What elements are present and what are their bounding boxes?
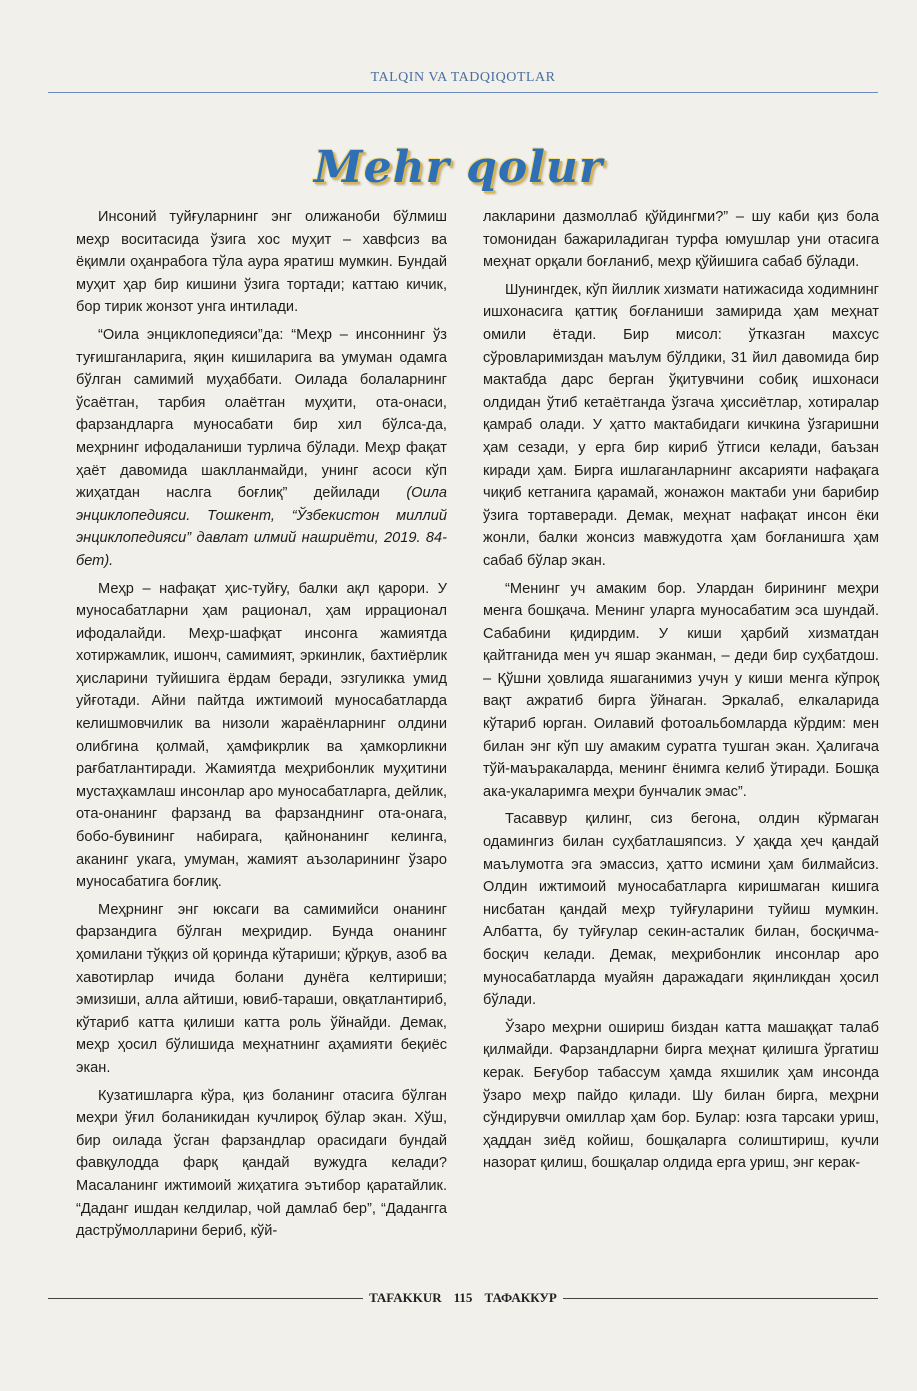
paragraph: Ўзаро меҳрни ошириш биздан катта машаққат талаб қилмайди. Фарзандларни бирга меҳнат қилишга ўргатиш керак. Беғубор табассум ҳамда яхшилик ҳам инсонда ўзаро меҳр пайдо қилади. Шу билан бирга, меҳрни сўндирувчи омиллар ҳам бор. Булар: юзга тарсаки уриш, ҳаддан зиёд койиш, бошқаларга солиштириш, кучли назорат қилиш, бошқалар олдида ерга уриш, энг керак- xyxy=(483,1019,879,1172)
header-divider xyxy=(48,92,878,93)
paragraph: “Менинг уч амаким бор. Улардан бирининг меҳри менга бошқача. Менинг уларга муносабатим эса шундай. Сабабини қидирдим. У киши ҳарбий хизматдан қайтганида мен уч яшар эканман, – деди бир суҳбатдош. – Қўшни ҳовлида яшаганимиз учун у киши менга кўпроқ вақт ажратиб бирга ўйнаган. Эркалаб, елкаларида кўтариб юрган. Оилавий фотоальбомларда кўрдим: мен билан энг кўп шу амаким суратга тушган экан. Ҳалигача тўй-маъракаларда, менинг ёнимга келиб ўтиради. Бошқа ака-укаларимга меҳри бунчалик эмас”. xyxy=(483,580,879,800)
section-header: TALQIN VA TADQIQOTLAR xyxy=(370,70,556,85)
page-number: 115 xyxy=(453,1290,473,1305)
paragraph xyxy=(76,324,447,573)
paragraph: Кузатишларга кўра, қиз боланинг отасига бўлган меҳри ўғил боланикидан кучлироқ бўлар экан. Хўш, бир оилада ўсган фарзандлар орасидаги бундай фавқулодда фарқ қандай вужудга келади? Масаланинг ижтимоий жиҳатига эътибор қаратайлик. “Даданг ишдан келдилар, чой дамлаб бер”, “Дадангга дастрўмолларини бериб, кўй- xyxy=(76,1087,447,1240)
citation: (Оила энциклопедияси. Тошкент, “Ўзбекистон миллий энциклопедияси” давлат илмий нашриёти, 2019. 84-бет). xyxy=(76,485,447,569)
footer-rule-left xyxy=(48,1298,363,1299)
paragraph: Инсоний туйғуларнинг энг олижаноби бўлмиш меҳр воситасида ўзига хос муҳит – хавфсиз ва ёқимли оҳанрабога тўла аура яратиш мумкин. Бундай муҳит ҳар бир кишини ўзига тортади; каттаю кичик, бор тирик жонзот унга интилади. xyxy=(76,209,447,316)
footer-brand-latin: TAFAKKUR xyxy=(369,1290,442,1305)
paragraph: Тасаввур қилинг, сиз бегона, олдин кўрмаган одамингиз билан суҳбатлашяпсиз. У ҳақда ҳеч қандай маълумотга эга эмассиз, ҳатто исмини ҳам билмайсиз. Олдин ижтимоий муносабатларга киришмаган кишига нисбатан қандай меҳр туйғуларини туйиш мумкин. Албатта, бу туйғулар секин-асталик билан, босқичма-босқич келади. Демак, меҳрибонлик инсонлар аро муносабатларда муайян даражадаги яқинликдан ҳосил бўлади. xyxy=(483,811,879,1009)
paragraph-continued: лакларини дазмоллаб қўйдингми?” – шу каби қиз бола томонидан бажариладиган турфа юмушлар уни отасига меҳнат орқали боғланиб, меҳр қўйишига сабаб бўлади. xyxy=(483,209,879,271)
paragraph: Меҳр – нафақат ҳис-туйғу, балки ақл қарори. У муносабатларни ҳам рационал, ҳам иррационал ифодалайди. Меҳр-шафқат инсонга жамиятда хотиржамлик, ишонч, самимият, эркинлик, бахтиёрлик ҳисларини туйишига ёрдам беради, эзгуликка умид уйғотади. Айни пайтда ижтимоий муносабатларда келишмовчилик ва низоли жараёнларнинг олдини олибгина қолмай, ҳамфикрлик ва ҳамкорликни рағбатлантиради. Жамиятда меҳрибонлик муҳитини мустаҳкамлаш инсонлар аро муносабатларга, дейлик, ота-онанинг фарзанд ва фарзанднинг ота-онага, бобо-бувининг набирага, қайнонанинг келинга, аканинг укага, умуман, жамият аъзоларининг ўзаро муносабатига боғлиқ. xyxy=(76,580,447,891)
page-footer xyxy=(48,1290,878,1306)
right-column xyxy=(483,206,879,1180)
left-column xyxy=(76,206,447,1248)
footer-rule-right xyxy=(563,1298,878,1299)
paragraph: Меҳрнинг энг юксаги ва самимийси онанинг фарзандига бўлган меҳридир. Бунда онанинг ҳомилани тўққиз ой қоринда кўтариши; қўрқув, азоб ва хавотирлар ичида болани дунёга келтириши; эмизиши, алла айтиши, ювиб-тараши, овқатлантириб, кўтариб катта қилиши катта роль ўйнайди. Демак, меҳр ҳосил бўлишида меҳнатнинг аҳамияти беқиёс экан. xyxy=(76,901,447,1076)
paragraph: Шунингдек, кўп йиллик хизмати натижасида ходимнинг ишхонасига қаттиқ боғланиши замирида ҳам меҳнат омили ётади. Бир мисол: ўтказган махсус сўровларимиздан маълум бўлдики, 31 йил давомида бир мактабда дарс берган ўқитувчини собиқ ишхонаси олдидан ўтиб кетаётганда ўзгача ҳиссиётлар, хотиралар қамраб олади. У ҳатто мактабидаги кичкина ўзгаришни ҳам сезади, у ерга бир кириб ўтгиси келади, баъзан киради ҳам. Бирга ишлаганларнинг аксарияти нафақага чиқиб кетганига қарамай, жонажон мактаби уни барибир ўзига тортаверади. Демак, меҳнат нафақат инсон ёки жонли, балки жонсиз мавжудотга ҳам боғланишга ҳам сабаб бўлар экан. xyxy=(483,281,879,569)
footer-brand-cyrillic: ТАФАККУР xyxy=(484,1290,557,1305)
article-title: Mehr qolur xyxy=(313,142,604,193)
paragraph-text: “Оила энциклопедияси”да: “Меҳр – инсоннинг ўз туғишганларига, яқин кишиларига ва умуман одамга бўлган самимий муҳаббати. Оилада болаларнинг ўсаётган, тарбия олаётган муҳити, ота-онаси, фарзандларга муносабати бир хил бўлса-да, меҳрнинг ифодаланиши турлича бўлади. Меҳр фақат ҳаёт давомида шаклланмайди, унинг асоси кўп жиҳатдан наслга боғлиқ” дейилади xyxy=(76,326,447,502)
